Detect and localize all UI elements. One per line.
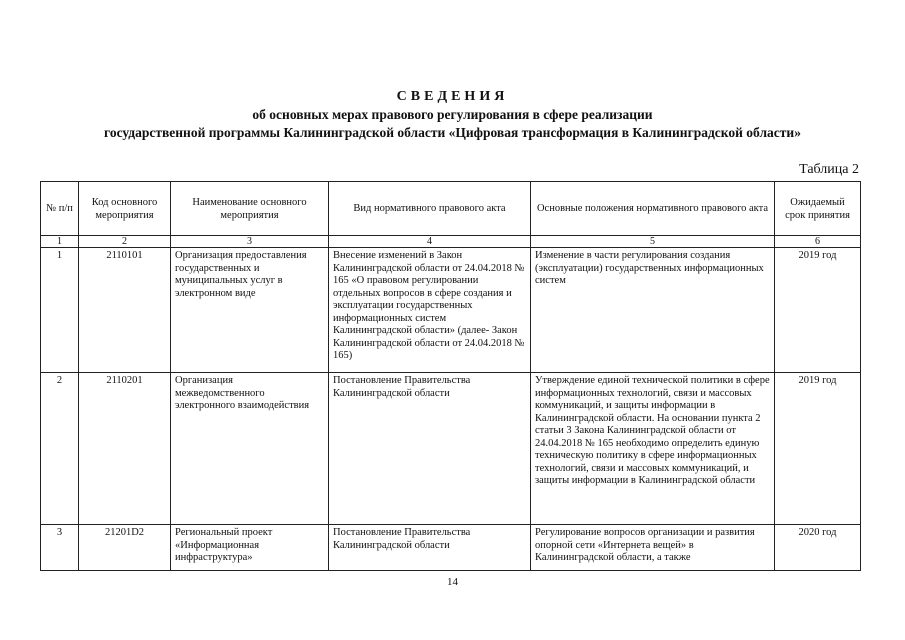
- title-line-2: об основных мерах правового регулирования в сфере реализации: [252, 107, 653, 122]
- column-number: 4: [329, 236, 531, 248]
- cell-code: 21201D2: [79, 525, 171, 571]
- header-date: Ожидаемый срок принятия: [775, 182, 861, 236]
- cell-act-type: Постановление Правительства Калининградской области: [329, 525, 531, 571]
- column-number: 5: [531, 236, 775, 248]
- table-row: [41, 373, 861, 525]
- header-name: Наименование основного мероприятия: [171, 182, 329, 236]
- cell-name: Региональный проект «Информационная инфраструктура»: [171, 525, 329, 571]
- table-label: Таблица 2: [799, 162, 859, 177]
- header-num: № п/п: [41, 182, 79, 236]
- header-provisions: Основные положения нормативного правового акта: [531, 182, 775, 236]
- cell-date: 2019 год: [775, 248, 861, 373]
- page-number: 14: [447, 576, 458, 588]
- cell-act-type: Постановление Правительства Калининградской области: [329, 373, 531, 525]
- column-number-row: [41, 236, 861, 248]
- cell-date: 2020 год: [775, 525, 861, 571]
- cell-name: Организация межведомственного электронного взаимодействия: [171, 373, 329, 525]
- cell-provisions: Изменение в части регулирования создания (эксплуатации) государственных информационных систем: [531, 248, 775, 373]
- cell-name: Организация предоставления государственных и муниципальных услуг в электронном виде: [171, 248, 329, 373]
- measures-table: [40, 181, 861, 571]
- cell-provisions: Регулирование вопросов организации и развития опорной сети «Интернета вещей» в Калининградской области, а также: [531, 525, 775, 571]
- cell-num: 3: [41, 525, 79, 571]
- table-row: [41, 248, 861, 373]
- column-number: 2: [79, 236, 171, 248]
- column-number: 6: [775, 236, 861, 248]
- header-act-type: Вид нормативного правового акта: [329, 182, 531, 236]
- table-row: [41, 525, 861, 571]
- cell-date: 2019 год: [775, 373, 861, 525]
- column-number: 1: [41, 236, 79, 248]
- cell-act-type: Внесение изменений в Закон Калининградской области от 24.04.2018 № 165 «О правовом регулировании отдельных вопросов в сфере создания и эксплуатации государственных информационных систем Калининградской области» (далее- Закон Калининградской области от 24.04.2018 № 165): [329, 248, 531, 373]
- cell-code: 2110101: [79, 248, 171, 373]
- cell-num: 2: [41, 373, 79, 525]
- document-title: [0, 88, 905, 142]
- cell-provisions: Утверждение единой технической политики в сфере информационных технологий, связи и массовых коммуникаций, и защиты информации в Калининградской области. На основании пункта 2 статьи 3 Закона Калининградской области от 24.04.2018 № 165 необходимо определить единую техническую политику в сфере информационных технологий, связи и массовых коммуникаций, и защиты информации в Калининградской области: [531, 373, 775, 525]
- column-number: 3: [171, 236, 329, 248]
- cell-num: 1: [41, 248, 79, 373]
- header-row: [41, 182, 861, 236]
- title-line-1: СВЕДЕНИЯ: [396, 89, 509, 104]
- cell-code: 2110201: [79, 373, 171, 525]
- title-line-3: государственной программы Калининградской области «Цифровая трансформация в Калининградской области»: [104, 125, 801, 140]
- header-code: Код основного мероприятия: [79, 182, 171, 236]
